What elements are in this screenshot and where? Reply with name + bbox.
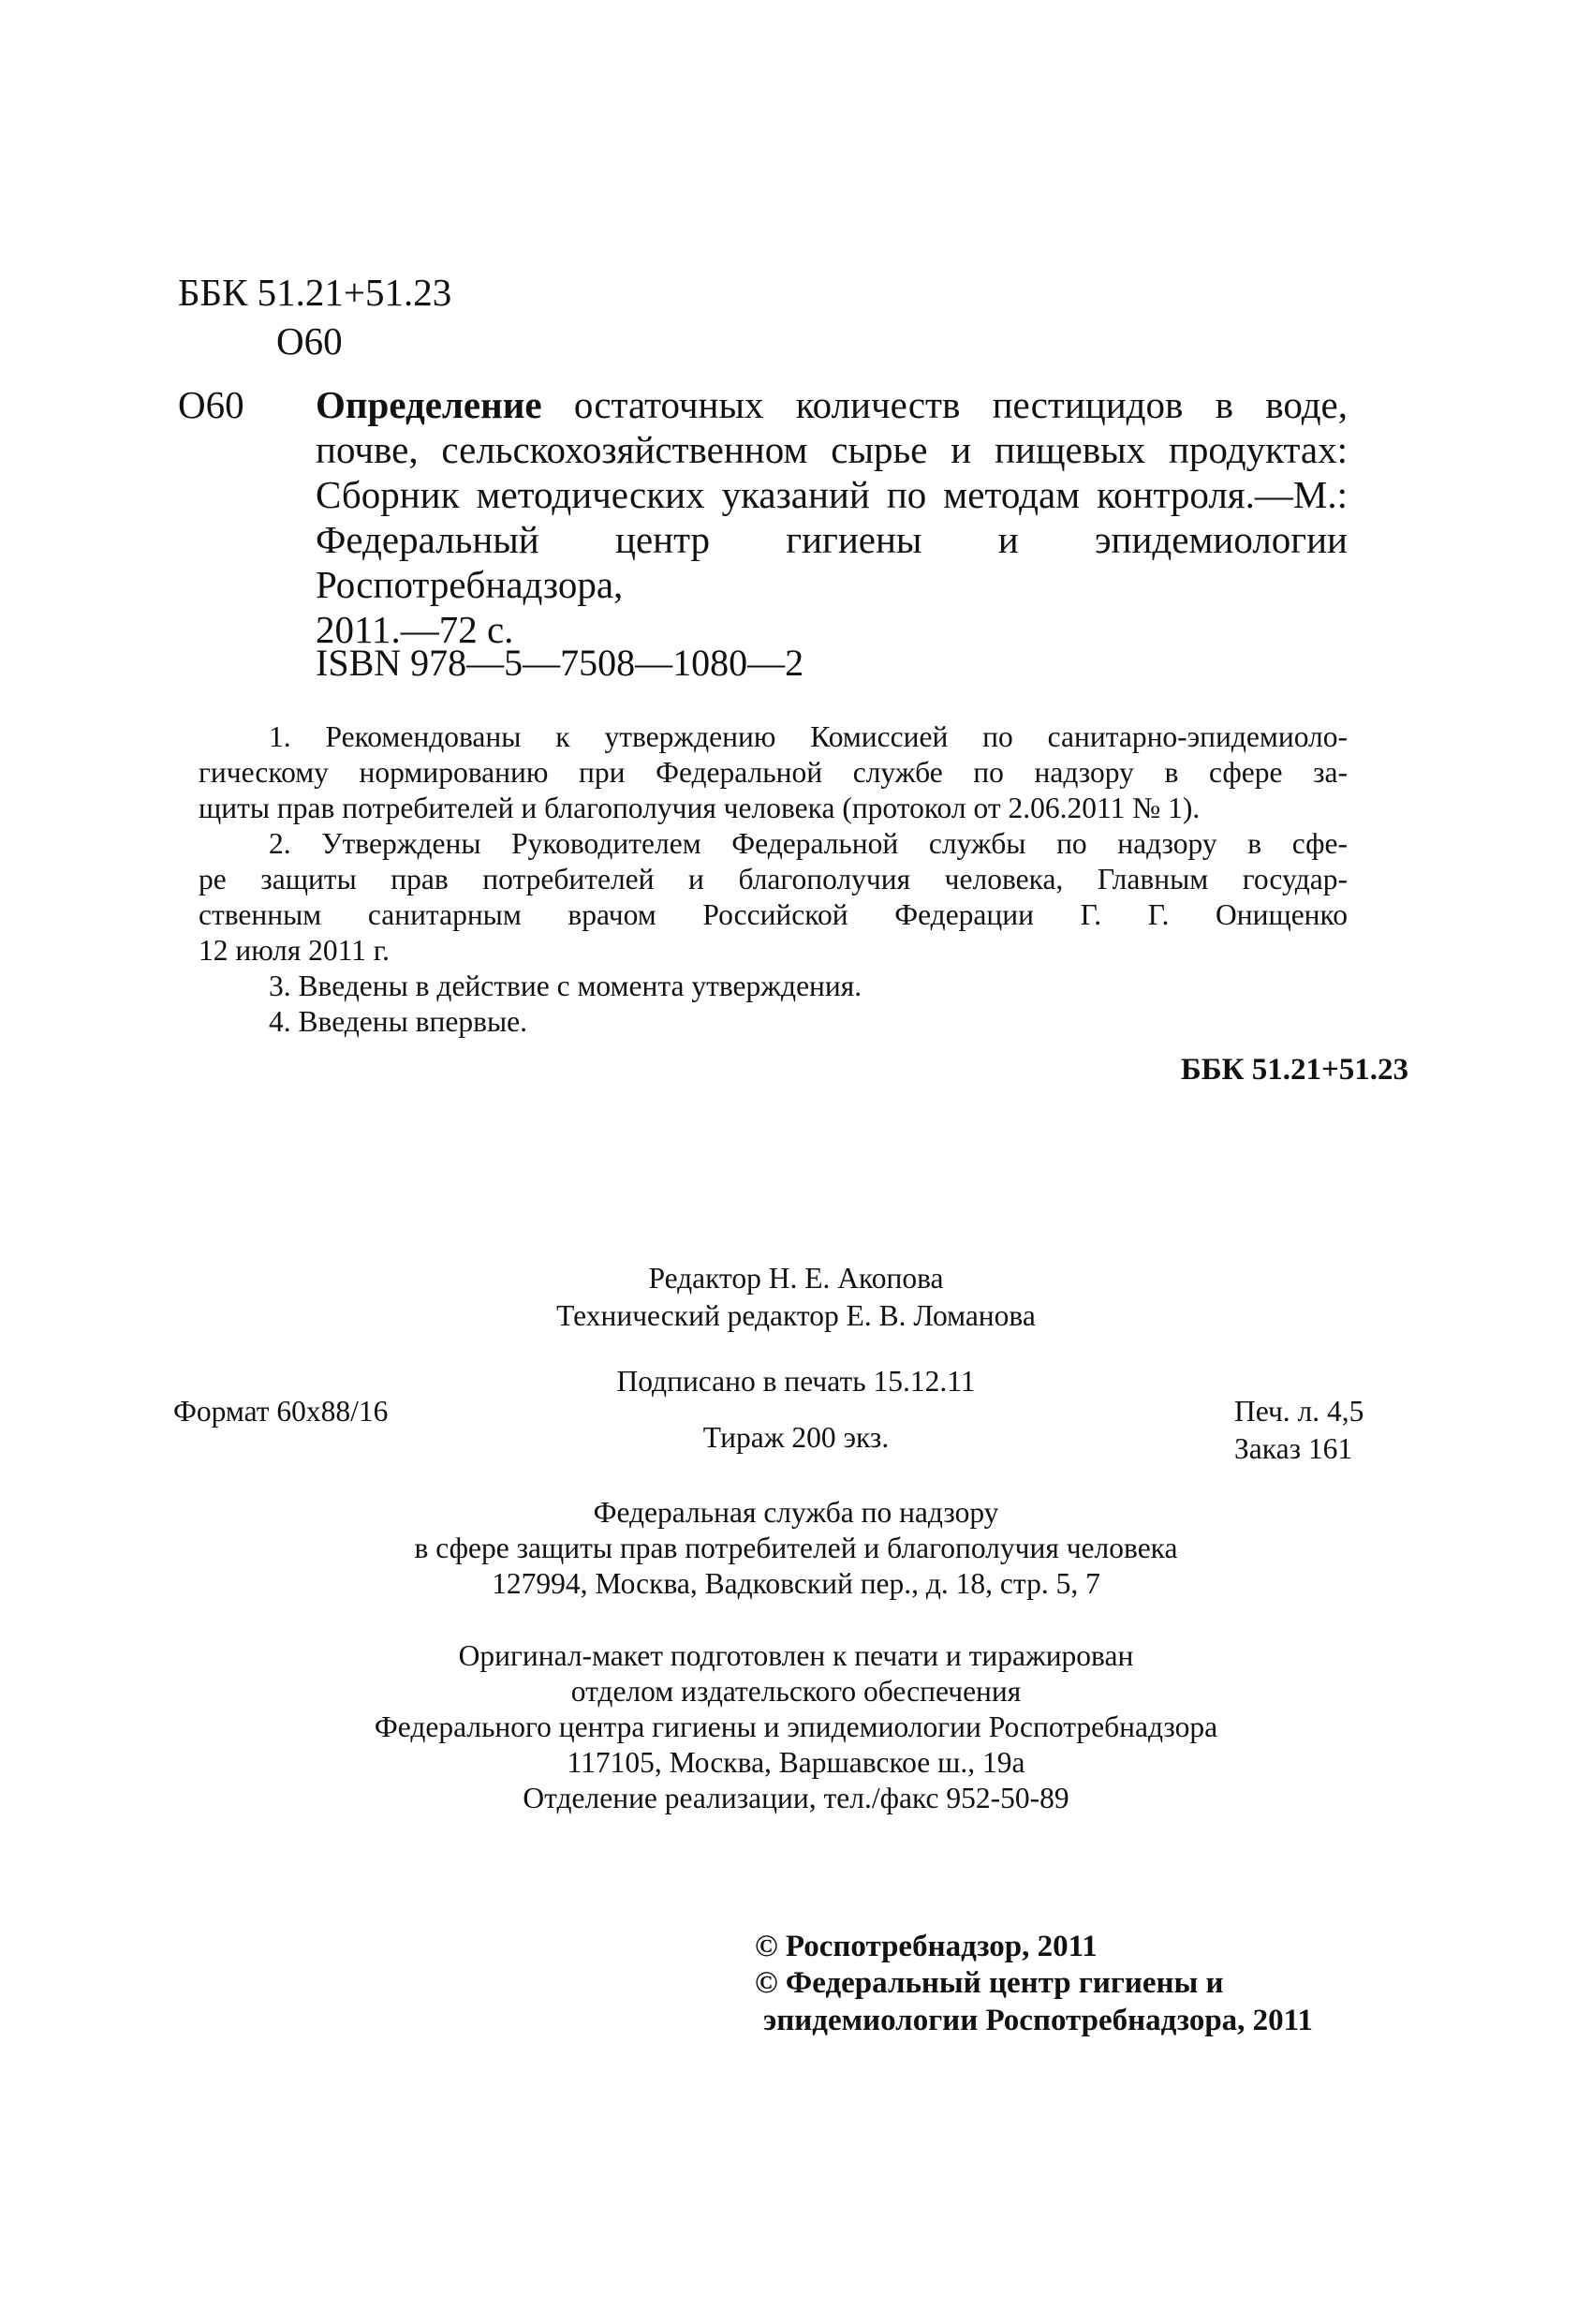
- copyright-line: © Федеральный центр гигиены и: [755, 1966, 1224, 2000]
- printer-line: Федерального центра гигиены и эпидемиологии Роспотребнадзора: [374, 1710, 1218, 1743]
- printer-address: 117105, Москва, Варшавское ш., 19а: [567, 1746, 1025, 1779]
- note-line: гическому нормированию при Федеральной службе по надзору в сфере за-: [199, 756, 1348, 789]
- entry-title-rest: остаточных количеств пестицидов в воде,: [541, 383, 1348, 426]
- note-line: ре защиты прав потребителей и благополучия человека, Главным государ-: [199, 863, 1348, 896]
- copyright-line: эпидемиологии Роспотребнадзора, 2011: [763, 2004, 1313, 2037]
- author-code-top: О60: [276, 319, 343, 363]
- signed-to-print: Подписано в печать 15.12.11: [616, 1365, 976, 1398]
- technical-editor: Технический редактор Е. В. Ломанова: [556, 1299, 1036, 1332]
- paper-format: Формат 60х88/16: [173, 1395, 389, 1428]
- order-number: Заказ 161: [1234, 1432, 1353, 1465]
- entry-line-3: Сборник методических указаний по методам контроля.—М.:: [316, 473, 1348, 516]
- bbk-code-top: ББК 51.21+51.23: [178, 271, 452, 314]
- publisher-line: в сфере защиты прав потребителей и благополучия человека: [414, 1532, 1178, 1564]
- entry-line-4: Федеральный центр гигиены и эпидемиологии Роспотребнадзора,: [316, 518, 1348, 606]
- note-line: 12 июля 2011 г.: [199, 934, 391, 967]
- publisher-address: 127994, Москва, Вадковский пер., д. 18, стр. 5, 7: [492, 1567, 1100, 1600]
- bibliographic-entry: [316, 382, 1348, 652]
- note-line: щиты прав потребителей и благополучия человека (протокол от 2.06.2011 № 1).: [199, 792, 1201, 824]
- entry-author-code: О60: [178, 383, 244, 426]
- notes-block: [199, 719, 1348, 1040]
- copyright-line: © Роспотребнадзор, 2011: [755, 1930, 1098, 1963]
- entry-line-5: 2011.—72 с.: [316, 608, 514, 651]
- note-line: 3. Введены в действие с момента утверждения.: [269, 970, 862, 1002]
- note-line: 4. Введены впервые.: [269, 1005, 528, 1038]
- note-line: ственным санитарным врачом Российской Федерации Г. Г. Онищенко: [199, 898, 1348, 931]
- printed-sheets: Печ. л. 4,5: [1234, 1395, 1364, 1428]
- printer-line: отделом издательского обеспечения: [570, 1675, 1022, 1708]
- entry-title-bold: Определение: [316, 383, 542, 426]
- printer-line: Оригинал-макет подготовлен к печати и тиражирован: [458, 1639, 1134, 1672]
- isbn: ISBN 978—5—7508—1080—2: [316, 642, 804, 684]
- sales-department-phone: Отделение реализации, тел./факс 952-50-89: [523, 1782, 1069, 1814]
- entry-line-2: почве, сельскохозяйственном сырье и пищевых продуктах:: [316, 428, 1348, 471]
- publisher-line: Федеральная служба по надзору: [593, 1496, 999, 1529]
- entry-line-1: [316, 382, 1348, 427]
- note-line: 2. Утверждены Руководителем Федеральной службы по надзору в сфе-: [269, 827, 1348, 860]
- note-line: 1. Рекомендованы к утверждению Комиссией по санитарно-эпидемиоло-: [269, 720, 1348, 753]
- editor: Редактор Н. Е. Акопова: [648, 1262, 944, 1295]
- bbk-code-bottom: ББК 51.21+51.23: [1180, 1053, 1408, 1087]
- circulation: Тираж 200 экз.: [702, 1421, 890, 1454]
